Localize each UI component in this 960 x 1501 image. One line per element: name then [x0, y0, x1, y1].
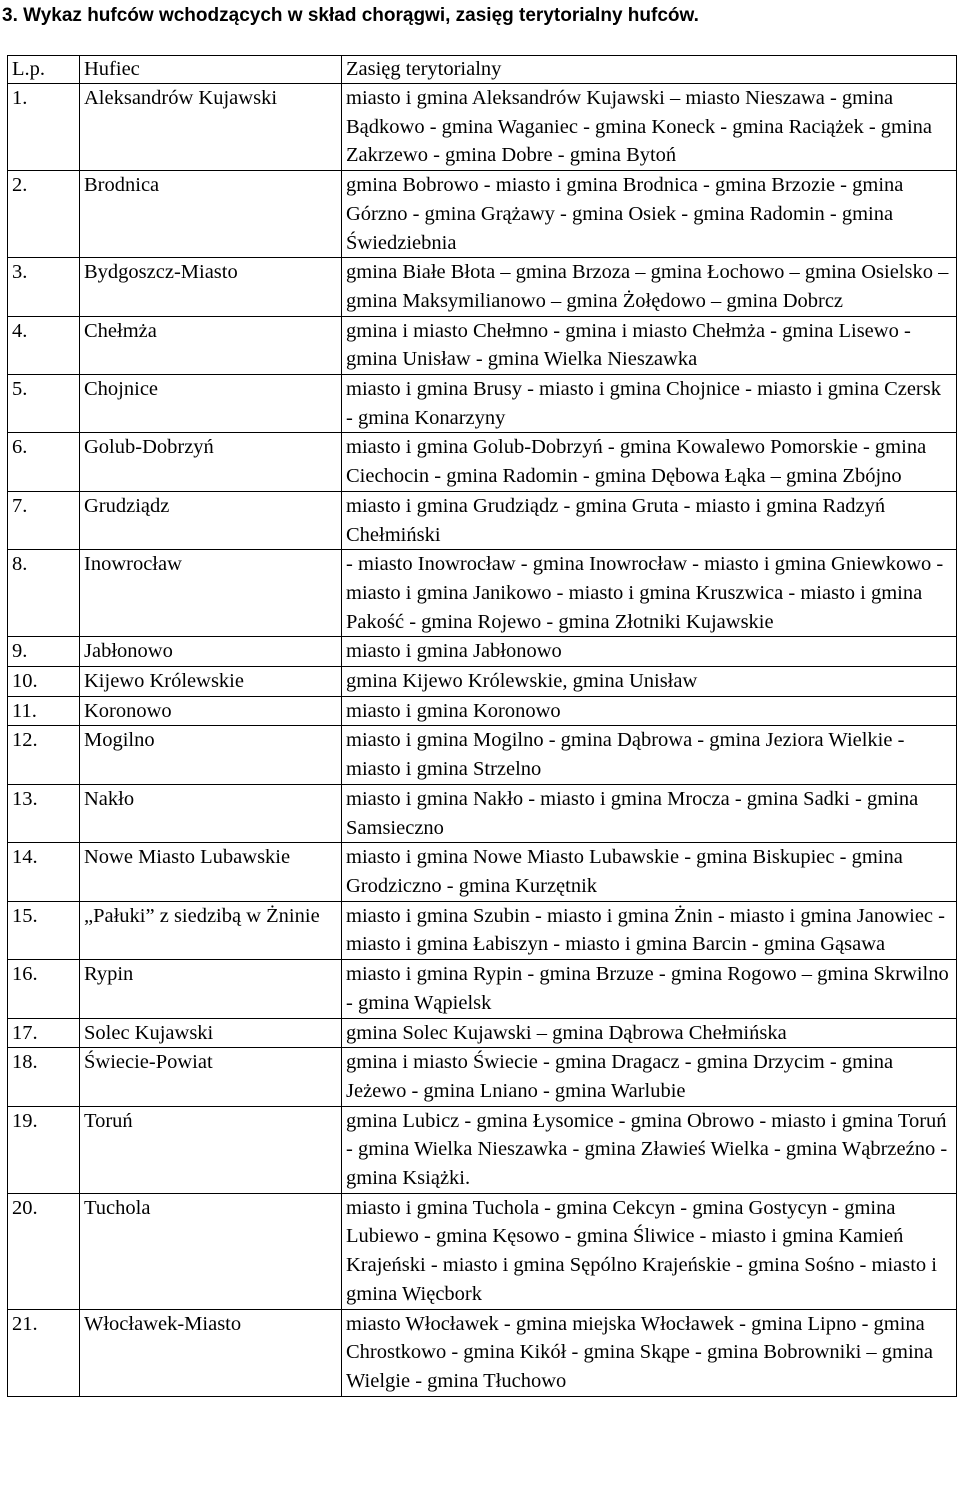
row-number: 2.: [8, 171, 80, 258]
row-hufiec: Świecie-Powiat: [80, 1048, 342, 1106]
header-lp: L.p.: [8, 56, 80, 84]
row-zasieg: miasto i gmina Rypin - gmina Brzuze - gmina Rogowo – gmina Skrwilno - gmina Wąpielsk: [342, 960, 957, 1018]
row-hufiec: Golub-Dobrzyń: [80, 433, 342, 491]
row-number: 14.: [8, 843, 80, 901]
row-hufiec: Solec Kujawski: [80, 1018, 342, 1048]
row-number: 16.: [8, 960, 80, 1018]
table-row: [8, 171, 957, 258]
row-hufiec: Tuchola: [80, 1193, 342, 1309]
row-number: 4.: [8, 316, 80, 374]
hufiec-table: [7, 55, 957, 1397]
table-row: [8, 1018, 957, 1048]
row-hufiec: Inowrocław: [80, 550, 342, 637]
table-row: [8, 433, 957, 491]
table-row: [8, 375, 957, 433]
table-row: [8, 1048, 957, 1106]
row-hufiec: Rypin: [80, 960, 342, 1018]
row-zasieg: miasto Włocławek - gmina miejska Włocławek - gmina Lipno - gmina Chrostkowo - gmina Kikół - gmina Skąpe - gmina Bobrowniki – gmina Wielgie - gmina Tłuchowo: [342, 1309, 957, 1396]
row-zasieg: miasto i gmina Brusy - miasto i gmina Chojnice - miasto i gmina Czersk - gmina Konarzyny: [342, 375, 957, 433]
row-number: 20.: [8, 1193, 80, 1309]
table-row: [8, 901, 957, 959]
row-hufiec: „Pałuki” z siedzibą w Żninie: [80, 901, 342, 959]
row-number: 1.: [8, 84, 80, 171]
table-row: [8, 784, 957, 842]
row-number: 13.: [8, 784, 80, 842]
row-zasieg: gmina Lubicz - gmina Łysomice - gmina Obrowo - miasto i gmina Toruń - gmina Wielka Nieszawka - gmina Zławieś Wielka - gmina Wąbrzeźno - gmina Książki.: [342, 1106, 957, 1193]
table-row: [8, 84, 957, 171]
row-zasieg: miasto i gmina Golub-Dobrzyń - gmina Kowalewo Pomorskie - gmina Ciechocin - gmina Radomin - gmina Dębowa Łąka – gmina Zbójno: [342, 433, 957, 491]
row-number: 6.: [8, 433, 80, 491]
row-hufiec: Mogilno: [80, 726, 342, 784]
table-row: [8, 550, 957, 637]
row-hufiec: Koronowo: [80, 696, 342, 726]
table-row: [8, 491, 957, 549]
table-row: [8, 696, 957, 726]
row-hufiec: Nakło: [80, 784, 342, 842]
row-number: 11.: [8, 696, 80, 726]
row-number: 17.: [8, 1018, 80, 1048]
table-row: [8, 726, 957, 784]
row-number: 19.: [8, 1106, 80, 1193]
row-zasieg: miasto i gmina Jabłonowo: [342, 637, 957, 667]
row-hufiec: Toruń: [80, 1106, 342, 1193]
row-hufiec: Włocławek-Miasto: [80, 1309, 342, 1396]
row-hufiec: Bydgoszcz-Miasto: [80, 258, 342, 316]
row-zasieg: miasto i gmina Aleksandrów Kujawski – miasto Nieszawa - gmina Bądkowo - gmina Waganiec - gmina Koneck - gmina Raciążek - gmina Zakrzewo - gmina Dobre - gmina Bytoń: [342, 84, 957, 171]
hufiec-table-body: [8, 56, 957, 1397]
table-row: [8, 667, 957, 697]
row-zasieg: gmina Kijewo Królewskie, gmina Unisław: [342, 667, 957, 697]
row-number: 8.: [8, 550, 80, 637]
table-row: [8, 1106, 957, 1193]
table-row: [8, 960, 957, 1018]
row-hufiec: Chełmża: [80, 316, 342, 374]
row-zasieg: gmina i miasto Chełmno - gmina i miasto Chełmża - gmina Lisewo - gmina Unisław - gmina Wielka Nieszawka: [342, 316, 957, 374]
row-zasieg: gmina Solec Kujawski – gmina Dąbrowa Chełmińska: [342, 1018, 957, 1048]
row-hufiec: Aleksandrów Kujawski: [80, 84, 342, 171]
row-zasieg: miasto i gmina Tuchola - gmina Cekcyn - gmina Gostycyn - gmina Lubiewo - gmina Kęsowo - gmina Śliwice - miasto i gmina Kamień Krajeński - miasto i gmina Sępólno Krajeńskie - gmina Sośno - miasto i gmina Więcbork: [342, 1193, 957, 1309]
row-zasieg: miasto i gmina Szubin - miasto i gmina Żnin - miasto i gmina Janowiec - miasto i gmina Łabiszyn - miasto i gmina Barcin - gmina Gąsawa: [342, 901, 957, 959]
row-number: 15.: [8, 901, 80, 959]
row-hufiec: Grudziądz: [80, 491, 342, 549]
row-hufiec: Kijewo Królewskie: [80, 667, 342, 697]
row-hufiec: Brodnica: [80, 171, 342, 258]
row-zasieg: - miasto Inowrocław - gmina Inowrocław - miasto i gmina Gniewkowo - miasto i gmina Janikowo - miasto i gmina Kruszwica - miasto i gmina Pakość - gmina Rojewo - gmina Złotniki Kujawskie: [342, 550, 957, 637]
row-number: 5.: [8, 375, 80, 433]
row-number: 12.: [8, 726, 80, 784]
table-row: [8, 1309, 957, 1396]
row-zasieg: miasto i gmina Koronowo: [342, 696, 957, 726]
table-row: [8, 637, 957, 667]
row-zasieg: miasto i gmina Mogilno - gmina Dąbrowa - gmina Jeziora Wielkie - miasto i gmina Strzelno: [342, 726, 957, 784]
row-zasieg: miasto i gmina Nakło - miasto i gmina Mrocza - gmina Sadki - gmina Samsieczno: [342, 784, 957, 842]
table-row: [8, 258, 957, 316]
row-zasieg: miasto i gmina Grudziądz - gmina Gruta - miasto i gmina Radzyń Chełmiński: [342, 491, 957, 549]
header-zasieg: Zasięg terytorialny: [342, 56, 957, 84]
row-number: 10.: [8, 667, 80, 697]
row-number: 9.: [8, 637, 80, 667]
table-header-row: [8, 56, 957, 84]
row-zasieg: miasto i gmina Nowe Miasto Lubawskie - gmina Biskupiec - gmina Grodziczno - gmina Kurzętnik: [342, 843, 957, 901]
row-hufiec: Nowe Miasto Lubawskie: [80, 843, 342, 901]
table-row: [8, 1193, 957, 1309]
row-hufiec: Jabłonowo: [80, 637, 342, 667]
table-row: [8, 316, 957, 374]
table-row: [8, 843, 957, 901]
section-heading: 3. Wykaz hufców wchodzących w skład chorągwi, zasięg terytorialny hufców.: [2, 5, 699, 26]
row-hufiec: Chojnice: [80, 375, 342, 433]
row-zasieg: gmina Białe Błota – gmina Brzoza – gmina Łochowo – gmina Osielsko – gmina Maksymilianowo – gmina Żołędowo – gmina Dobrcz: [342, 258, 957, 316]
row-zasieg: gmina i miasto Świecie - gmina Dragacz - gmina Drzycim - gmina Jeżewo - gmina Lniano - gmina Warlubie: [342, 1048, 957, 1106]
row-number: 18.: [8, 1048, 80, 1106]
row-number: 3.: [8, 258, 80, 316]
header-hufiec: Hufiec: [80, 56, 342, 84]
row-number: 21.: [8, 1309, 80, 1396]
row-number: 7.: [8, 491, 80, 549]
row-zasieg: gmina Bobrowo - miasto i gmina Brodnica - gmina Brzozie - gmina Górzno - gmina Grążawy - gmina Osiek - gmina Radomin - gmina Świedziebnia: [342, 171, 957, 258]
